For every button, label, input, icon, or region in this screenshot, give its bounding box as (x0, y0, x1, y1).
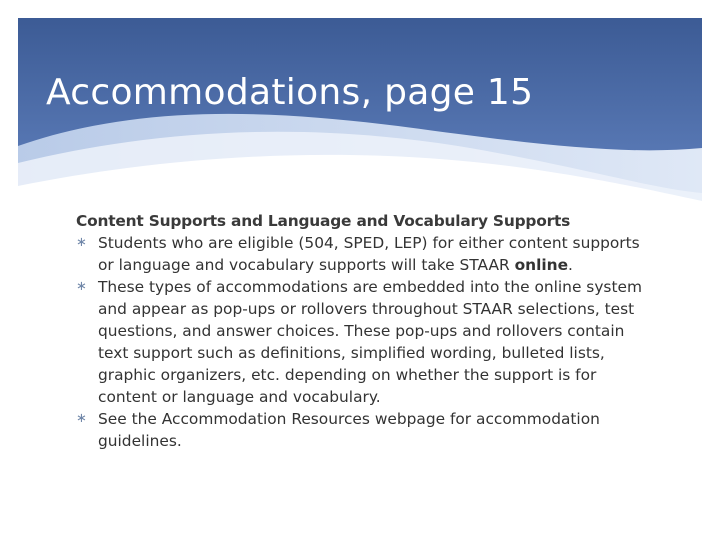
bullet-eligibility (76, 232, 656, 276)
asterisk-bullet-icon: ∗ (76, 279, 87, 294)
bullet-resources (76, 408, 656, 452)
bullet-resources-text: See the Accommodation Resources webpage for accommodation guidelines. (98, 410, 600, 450)
bullet-embedded-accommodations (76, 276, 656, 408)
bullet-embedded-accommodations-text: These types of accommodations are embedded into the online system and appear as pop-ups or rollovers throughout STAAR selections, test questions, and answer choices. These pop-ups and rollovers contain text support such as definitions, simplified wording, bulleted lists, graphic organizers, etc. depending on whether the support is for content or language and vocabulary. (98, 278, 642, 406)
asterisk-bullet-icon: ∗ (76, 235, 87, 250)
slide-body (76, 210, 656, 452)
slide-title: Accommodations, page 15 (46, 72, 534, 113)
bullet-eligibility-text: Students who are eligible (504, SPED, LEP) for either content supports or language and vocabulary supports will take STAAR (98, 234, 640, 274)
title-banner (18, 18, 702, 203)
bullet-eligibility-end: . (568, 256, 573, 274)
section-heading: Content Supports and Language and Vocabulary Supports (76, 212, 571, 230)
bullet-list (76, 232, 656, 452)
asterisk-bullet-icon: ∗ (76, 411, 87, 426)
bullet-eligibility-emphasis: online (514, 256, 569, 274)
